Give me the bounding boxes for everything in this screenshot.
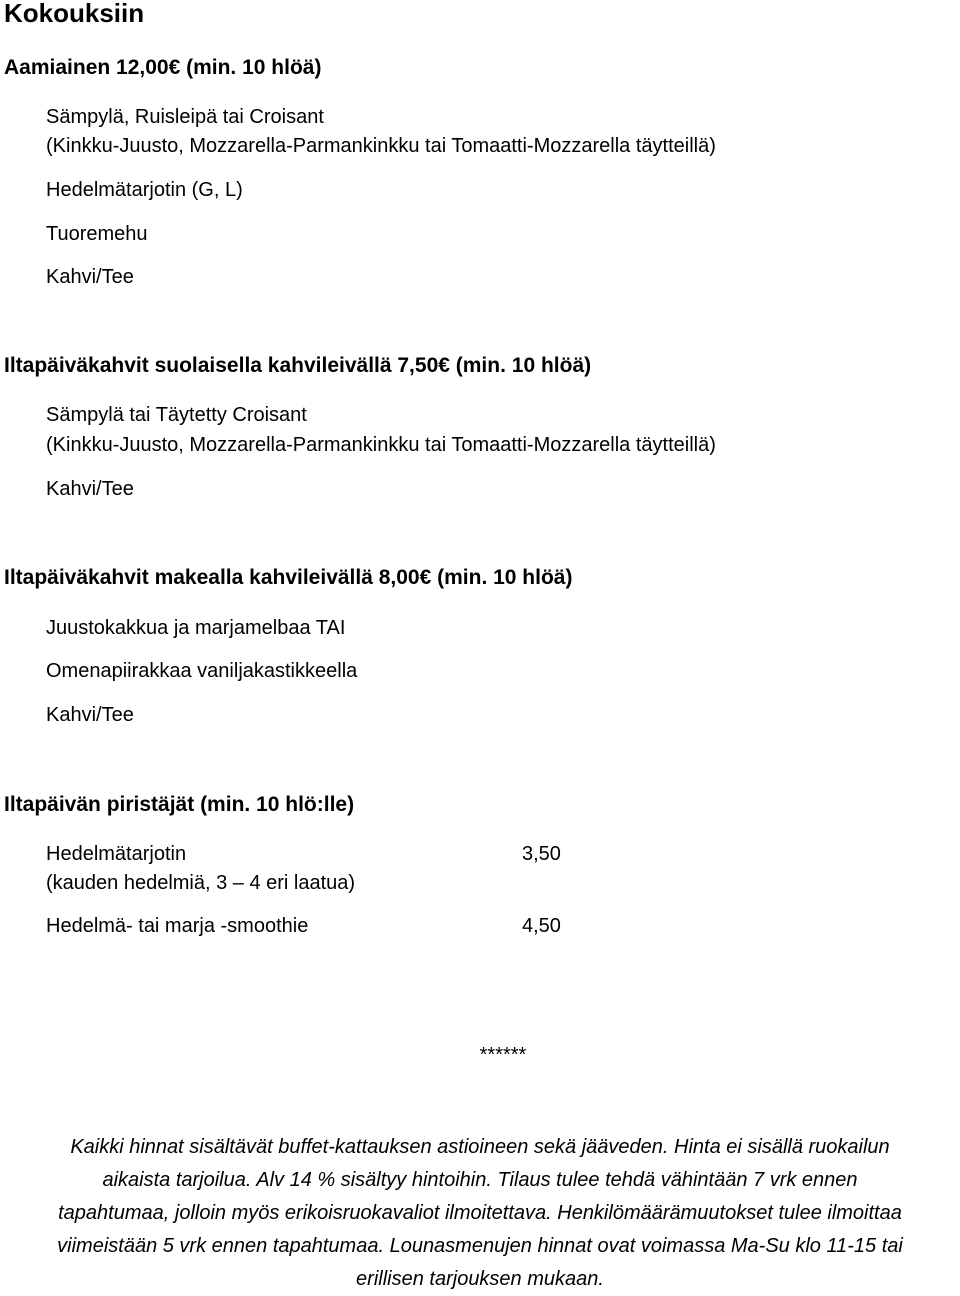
menu-item: Kahvi/Tee <box>46 266 134 288</box>
notice-line: tapahtumaa, jolloin myös erikoisruokavaliot ilmoitettava. Henkilömäärämuutokset tulee ilmoittaa <box>58 1202 902 1224</box>
menu-item-price: 3,50 <box>522 843 561 865</box>
section-heading-afternoon-boosters: Iltapäivän piristäjät (min. 10 hlö:lle) <box>4 793 355 816</box>
notice-line: aikaista tarjoilua. Alv 14 % sisältyy hintoihin. Tilaus tulee tehdä vähintään 7 vrk ennen <box>102 1169 858 1191</box>
terms-notice <box>0 1131 960 1296</box>
section-heading-sweet-coffee: Iltapäiväkahvit makealla kahvileivällä 8,00€ (min. 10 hlöä) <box>4 566 573 589</box>
section-heading-breakfast: Aamiainen 12,00€ (min. 10 hlöä) <box>4 56 322 79</box>
menu-item: Juustokakkua ja marjamelbaa TAI <box>46 617 346 639</box>
menu-item: Hedelmätarjotin <box>46 843 187 865</box>
separator-stars: ****** <box>479 1044 527 1066</box>
menu-item: Omenapiirakkaa vaniljakastikkeella <box>46 660 358 682</box>
menu-item: Kahvi/Tee <box>46 478 134 500</box>
section-heading-savory-coffee: Iltapäiväkahvit suolaisella kahvileivällä 7,50€ (min. 10 hlöä) <box>4 354 592 377</box>
notice-line: Kaikki hinnat sisältävät buffet-kattauksen astioineen sekä jääveden. Hinta ei sisällä ruokailun <box>70 1136 890 1158</box>
menu-item: (Kinkku-Juusto, Mozzarella-Parmankinkku tai Tomaatti-Mozzarella täytteillä) <box>46 434 716 456</box>
menu-item: Hedelmätarjotin (G, L) <box>46 179 243 201</box>
menu-item: Hedelmä- tai marja -smoothie <box>46 915 309 937</box>
menu-item-description: (kauden hedelmiä, 3 – 4 eri laatua) <box>46 872 356 894</box>
menu-item: Tuoremehu <box>46 223 148 245</box>
menu-item-price: 4,50 <box>522 915 561 937</box>
notice-line: viimeistään 5 vrk ennen tapahtumaa. Lounasmenujen hinnat ovat voimassa Ma-Su klo 11-15 tai <box>57 1235 903 1257</box>
menu-item: Sämpylä tai Täytetty Croisant <box>46 404 307 426</box>
menu-item: Sämpylä, Ruisleipä tai Croisant <box>46 106 324 128</box>
page-title: Kokouksiin <box>4 0 145 28</box>
menu-item: Kahvi/Tee <box>46 704 134 726</box>
notice-line: erillisen tarjouksen mukaan. <box>356 1268 604 1290</box>
menu-item: (Kinkku-Juusto, Mozzarella-Parmankinkku tai Tomaatti-Mozzarella täytteillä) <box>46 135 716 157</box>
